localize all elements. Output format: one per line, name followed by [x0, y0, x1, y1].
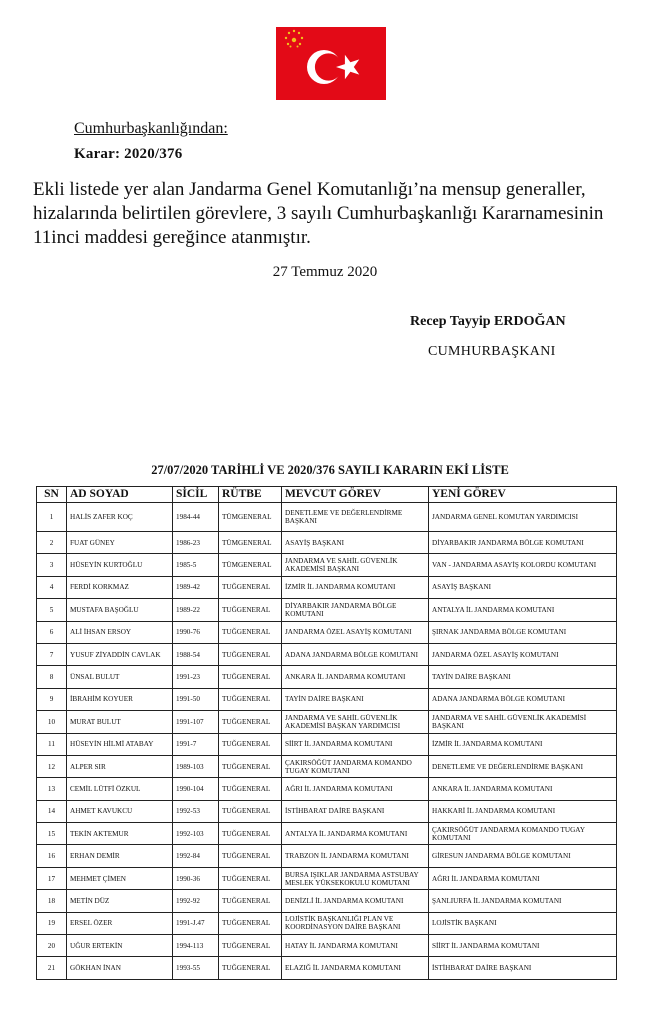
cell-sicil: 1985-5 [173, 554, 219, 576]
cell-rank: TUĞGENERAL [219, 778, 282, 800]
table-row [37, 688, 617, 710]
cell-sn: 9 [37, 688, 67, 710]
signer-title: CUMHURBAŞKANI [428, 344, 556, 359]
cell-new-duty: ANKARA İL JANDARMA KOMUTANI [429, 778, 617, 800]
cell-name: İBRAHİM KOYUER [67, 688, 173, 710]
cell-sn: 14 [37, 800, 67, 822]
cell-rank: TUĞGENERAL [219, 823, 282, 845]
cell-sicil: 1989-22 [173, 599, 219, 621]
cell-new-duty: JANDARMA VE SAHİL GÜVENLİK AKADEMİSİ BAŞKANI [429, 711, 617, 733]
cell-sicil: 1991-107 [173, 711, 219, 733]
table-row [37, 957, 617, 979]
cell-sn: 5 [37, 599, 67, 621]
cell-sicil: 1989-103 [173, 755, 219, 777]
cell-rank: TUĞGENERAL [219, 935, 282, 957]
cell-current-duty: TRABZON İL JANDARMA KOMUTANI [282, 845, 429, 867]
cell-sn: 1 [37, 503, 67, 532]
cell-name: HÜSEYİN KURTOĞLU [67, 554, 173, 576]
cell-name: ÜNSAL BULUT [67, 666, 173, 688]
cell-current-duty: ANKARA İL JANDARMA KOMUTANI [282, 666, 429, 688]
cell-name: ERHAN DEMİR [67, 845, 173, 867]
cell-new-duty: ŞIRNAK JANDARMA BÖLGE KOMUTANI [429, 621, 617, 643]
cell-new-duty: GİRESUN JANDARMA BÖLGE KOMUTANI [429, 845, 617, 867]
table-row [37, 643, 617, 665]
decree-body-text: Ekli listede yer alan Jandarma Genel Komutanlığı’na mensup generaller, hizalarında belirtilen görevlere, 3 sayılı Cumhurbaşkanlığı Kararnamesinin 11inci maddesi gereğince atanmıştır. [33, 179, 604, 248]
cell-new-duty: DENETLEME VE DEĞERLENDİRME BAŞKANI [429, 755, 617, 777]
cell-name: FERDİ KORKMAZ [67, 576, 173, 598]
header-sn: SN [37, 487, 67, 503]
cell-rank: TUĞGENERAL [219, 621, 282, 643]
cell-name: CEMİL LÜTFİ ÖZKUL [67, 778, 173, 800]
table-row [37, 733, 617, 755]
cell-current-duty: TAYİN DAİRE BAŞKANI [282, 688, 429, 710]
cell-sn: 16 [37, 845, 67, 867]
cell-name: ALPER SIR [67, 755, 173, 777]
appointment-table [36, 486, 617, 980]
cell-sicil: 1991-23 [173, 666, 219, 688]
cell-rank: TUĞGENERAL [219, 912, 282, 934]
cell-sn: 8 [37, 666, 67, 688]
cell-name: UĞUR ERTEKİN [67, 935, 173, 957]
cell-rank: TUĞGENERAL [219, 576, 282, 598]
cell-rank: TUĞGENERAL [219, 643, 282, 665]
cell-rank: TUĞGENERAL [219, 666, 282, 688]
cell-current-duty: ANTALYA İL JANDARMA KOMUTANI [282, 823, 429, 845]
cell-name: FUAT GÜNEY [67, 532, 173, 554]
table-row [37, 576, 617, 598]
cell-current-duty: AĞRI İL JANDARMA KOMUTANI [282, 778, 429, 800]
cell-sn: 17 [37, 867, 67, 889]
cell-name: GÖKHAN İNAN [67, 957, 173, 979]
cell-current-duty: JANDARMA ÖZEL ASAYİŞ KOMUTANI [282, 621, 429, 643]
cell-rank: TUĞGENERAL [219, 845, 282, 867]
cell-sicil: 1988-54 [173, 643, 219, 665]
header-new-duty: YENİ GÖREV [429, 487, 617, 503]
table-row [37, 890, 617, 912]
cell-current-duty: JANDARMA VE SAHİL GÜVENLİK AKADEMİSİ BAŞKANI [282, 554, 429, 576]
signer-name: Recep Tayyip ERDOĞAN [410, 314, 566, 329]
cell-sn: 20 [37, 935, 67, 957]
cell-sn: 6 [37, 621, 67, 643]
cell-sn: 12 [37, 755, 67, 777]
cell-new-duty: LOJİSTİK BAŞKANI [429, 912, 617, 934]
cell-sn: 15 [37, 823, 67, 845]
cell-sn: 13 [37, 778, 67, 800]
cell-sn: 7 [37, 643, 67, 665]
cell-new-duty: AĞRI İL JANDARMA KOMUTANI [429, 867, 617, 889]
cell-new-duty: HAKKARİ İL JANDARMA KOMUTANI [429, 800, 617, 822]
table-row [37, 867, 617, 889]
table-row [37, 778, 617, 800]
table-body [37, 503, 617, 980]
cell-current-duty: SİİRT İL JANDARMA KOMUTANI [282, 733, 429, 755]
cell-rank: TÜMGENERAL [219, 532, 282, 554]
header-current-duty: MEVCUT GÖREV [282, 487, 429, 503]
cell-sn: 18 [37, 890, 67, 912]
cell-rank: TUĞGENERAL [219, 957, 282, 979]
cell-sn: 19 [37, 912, 67, 934]
cell-new-duty: DİYARBAKIR JANDARMA BÖLGE KOMUTANI [429, 532, 617, 554]
issuer-heading: Cumhurbaşkanlığından: [74, 120, 228, 137]
cell-rank: TUĞGENERAL [219, 800, 282, 822]
appendix-list-title: 27/07/2020 TARİHLİ VE 2020/376 SAYILI KARARIN EKİ LİSTE [151, 463, 509, 477]
table-header-row [37, 487, 617, 503]
cell-name: ALİ İHSAN ERSOY [67, 621, 173, 643]
cell-new-duty: ADANA JANDARMA BÖLGE KOMUTANI [429, 688, 617, 710]
table-row [37, 532, 617, 554]
cell-new-duty: ASAYİŞ BAŞKANI [429, 576, 617, 598]
table-row [37, 935, 617, 957]
cell-name: METİN DÜZ [67, 890, 173, 912]
cell-new-duty: İZMİR İL JANDARMA KOMUTANI [429, 733, 617, 755]
cell-current-duty: İSTİHBARAT DAİRE BAŞKANI [282, 800, 429, 822]
decree-date-text: 27 Temmuz 2020 [272, 264, 378, 280]
cell-new-duty: ŞANLIURFA İL JANDARMA KOMUTANI [429, 890, 617, 912]
cell-new-duty: TAYİN DAİRE BAŞKANI [429, 666, 617, 688]
cell-sn: 11 [37, 733, 67, 755]
presidential-flag [276, 27, 386, 100]
cell-sicil: 1992-103 [173, 823, 219, 845]
cell-sicil: 1992-92 [173, 890, 219, 912]
cell-rank: TUĞGENERAL [219, 599, 282, 621]
cell-rank: TUĞGENERAL [219, 733, 282, 755]
cell-new-duty: ÇAKIRSÖĞÜT JANDARMA KOMANDO TUGAY KOMUTANI [429, 823, 617, 845]
cell-new-duty: JANDARMA ÖZEL ASAYİŞ KOMUTANI [429, 643, 617, 665]
cell-current-duty: DENİZLİ İL JANDARMA KOMUTANI [282, 890, 429, 912]
cell-current-duty: ADANA JANDARMA BÖLGE KOMUTANI [282, 643, 429, 665]
cell-current-duty: DİYARBAKIR JANDARMA BÖLGE KOMUTANI [282, 599, 429, 621]
cell-sicil: 1991-50 [173, 688, 219, 710]
cell-rank: TUĞGENERAL [219, 890, 282, 912]
cell-new-duty: İSTİHBARAT DAİRE BAŞKANI [429, 957, 617, 979]
cell-current-duty: ELAZIĞ İL JANDARMA KOMUTANI [282, 957, 429, 979]
table-row [37, 823, 617, 845]
cell-name: HÜSEYİN HİLMİ ATABAY [67, 733, 173, 755]
table-row [37, 711, 617, 733]
cell-current-duty: DENETLEME VE DEĞERLENDİRME BAŞKANI [282, 503, 429, 532]
cell-current-duty: ÇAKIRSÖĞÜT JANDARMA KOMANDO TUGAY KOMUTANI [282, 755, 429, 777]
cell-sicil: 1994-113 [173, 935, 219, 957]
cell-current-duty: JANDARMA VE SAHİL GÜVENLİK AKADEMİSİ BAŞKAN YARDIMCISI [282, 711, 429, 733]
cell-sicil: 1990-104 [173, 778, 219, 800]
cell-name: HALİS ZAFER KOÇ [67, 503, 173, 532]
cell-sn: 21 [37, 957, 67, 979]
table-row [37, 755, 617, 777]
cell-current-duty: ASAYİŞ BAŞKANI [282, 532, 429, 554]
table-row [37, 845, 617, 867]
cell-sn: 4 [37, 576, 67, 598]
cell-sicil: 1991-J.47 [173, 912, 219, 934]
cell-name: ERSEL ÖZER [67, 912, 173, 934]
cell-sicil: 1986-23 [173, 532, 219, 554]
header-sicil: SİCİL [173, 487, 219, 503]
cell-rank: TÜMGENERAL [219, 554, 282, 576]
cell-current-duty: BURSA IŞIKLAR JANDARMA ASTSUBAY MESLEK YÜKSEKOKULU KOMUTANI [282, 867, 429, 889]
table-row [37, 599, 617, 621]
cell-name: AHMET KAVUKCU [67, 800, 173, 822]
cell-name: MUSTAFA BAŞOĞLU [67, 599, 173, 621]
header-rank: RÜTBE [219, 487, 282, 503]
table-row [37, 800, 617, 822]
cell-sicil: 1990-76 [173, 621, 219, 643]
cell-sicil: 1990-36 [173, 867, 219, 889]
cell-sicil: 1984-44 [173, 503, 219, 532]
table-row [37, 503, 617, 532]
cell-sicil: 1991-7 [173, 733, 219, 755]
cell-current-duty: LOJİSTİK BAŞKANLIĞI PLAN VE KOORDİNASYON DAİRE BAŞKANI [282, 912, 429, 934]
cell-sicil: 1992-53 [173, 800, 219, 822]
cell-sn: 2 [37, 532, 67, 554]
cell-rank: TUĞGENERAL [219, 755, 282, 777]
flag-emblem-icon [276, 27, 386, 100]
cell-name: TEKİN AKTEMUR [67, 823, 173, 845]
table-row [37, 912, 617, 934]
cell-new-duty: VAN - JANDARMA ASAYİŞ KOLORDU KOMUTANI [429, 554, 617, 576]
cell-current-duty: İZMİR İL JANDARMA KOMUTANI [282, 576, 429, 598]
cell-new-duty: JANDARMA GENEL KOMUTAN YARDIMCISI [429, 503, 617, 532]
cell-rank: TUĞGENERAL [219, 711, 282, 733]
cell-sicil: 1989-42 [173, 576, 219, 598]
cell-sicil: 1993-55 [173, 957, 219, 979]
cell-sn: 10 [37, 711, 67, 733]
table-row [37, 554, 617, 576]
cell-rank: TÜMGENERAL [219, 503, 282, 532]
cell-new-duty: ANTALYA İL JANDARMA KOMUTANI [429, 599, 617, 621]
cell-name: MURAT BULUT [67, 711, 173, 733]
cell-current-duty: HATAY İL JANDARMA KOMUTANI [282, 935, 429, 957]
cell-name: YUSUF ZİYADDİN CAVLAK [67, 643, 173, 665]
header-name: AD SOYAD [67, 487, 173, 503]
cell-sn: 3 [37, 554, 67, 576]
decree-date [0, 264, 660, 281]
cell-sicil: 1992-84 [173, 845, 219, 867]
table-row [37, 666, 617, 688]
cell-new-duty: SİİRT İL JANDARMA KOMUTANI [429, 935, 617, 957]
table-row [37, 621, 617, 643]
cell-rank: TUĞGENERAL [219, 867, 282, 889]
decision-number: Karar: 2020/376 [74, 146, 183, 162]
cell-rank: TUĞGENERAL [219, 688, 282, 710]
cell-name: MEHMET ÇİMEN [67, 867, 173, 889]
